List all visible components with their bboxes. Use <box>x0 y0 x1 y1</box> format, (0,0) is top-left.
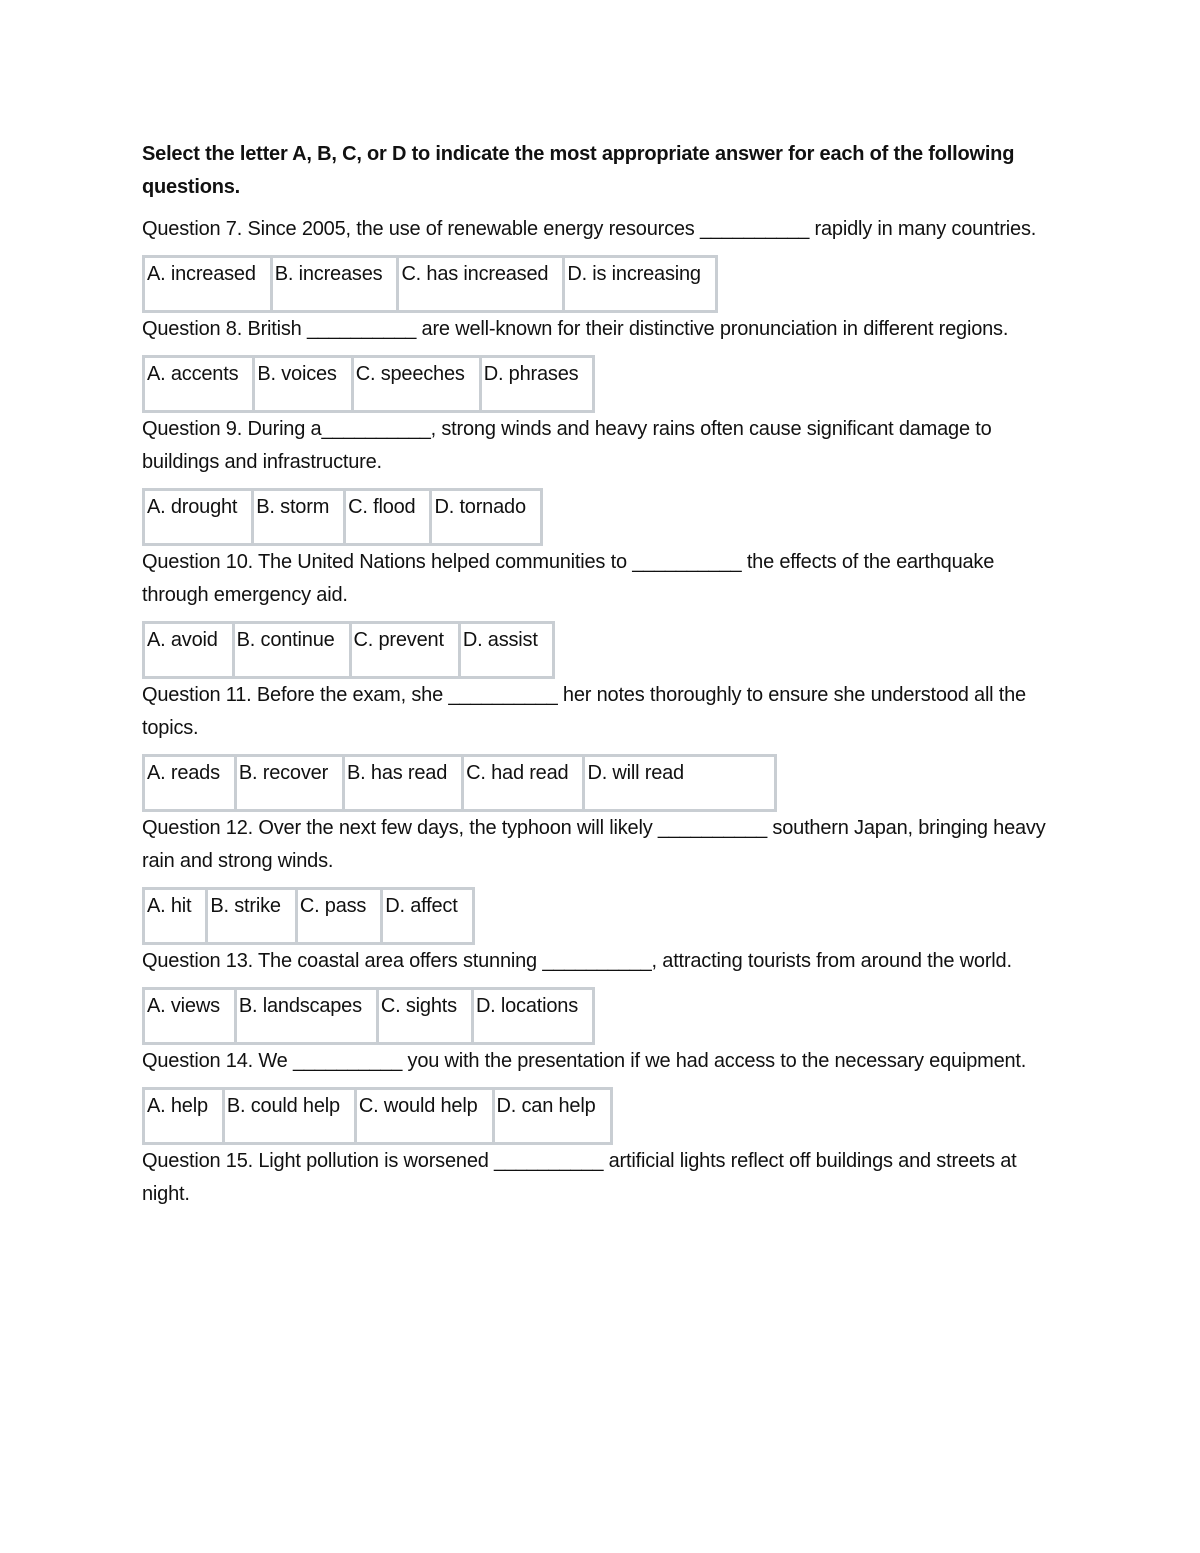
options-row <box>144 357 594 412</box>
answer-option[interactable]: D. assist <box>459 623 553 678</box>
options-table <box>142 488 543 546</box>
answer-option[interactable]: A. hit <box>144 889 207 944</box>
question-block <box>142 812 1062 945</box>
question-text: Question 9. During a__________, strong winds and heavy rains often cause significant damage to buildings and infrastructure. <box>142 418 992 473</box>
question-block <box>142 546 1062 679</box>
options-table <box>142 621 555 679</box>
question-text: Question 12. Over the next few days, the typhoon will likely __________ southern Japan, bringing heavy rain and strong winds. <box>142 817 1046 872</box>
answer-option[interactable]: D. locations <box>472 989 593 1044</box>
answer-option[interactable]: A. drought <box>144 490 253 545</box>
question-text: Question 8. British __________ are well-known for their distinctive pronunciation in different regions. <box>142 318 1009 340</box>
answer-option[interactable]: B. voices <box>254 357 352 412</box>
answer-option[interactable]: A. accents <box>144 357 254 412</box>
answer-option[interactable]: D. phrases <box>480 357 594 412</box>
answer-option[interactable]: C. speeches <box>352 357 480 412</box>
answer-option[interactable]: C. has increased <box>398 257 564 312</box>
question-list <box>142 213 1062 1211</box>
answer-option[interactable]: D. can help <box>493 1089 611 1144</box>
question-block <box>142 1045 1062 1145</box>
answer-option[interactable]: D. will read <box>584 756 776 811</box>
answer-option[interactable]: C. pass <box>296 889 381 944</box>
answer-option[interactable]: C. would help <box>355 1089 493 1144</box>
answer-option[interactable]: A. help <box>144 1089 224 1144</box>
options-row <box>144 756 776 811</box>
options-row <box>144 989 594 1044</box>
options-row <box>144 1089 612 1144</box>
question-text: Question 11. Before the exam, she __________ her notes thoroughly to ensure she understood all the topics. <box>142 684 1026 739</box>
question-text: Question 15. Light pollution is worsened __________ artificial lights reflect off buildings and streets at night. <box>142 1150 1017 1205</box>
worksheet-page <box>142 138 1062 1211</box>
options-row <box>144 257 717 312</box>
options-table <box>142 754 777 812</box>
question-text: Question 14. We __________ you with the presentation if we had access to the necessary equipment. <box>142 1050 1027 1072</box>
options-table <box>142 1087 613 1145</box>
answer-option[interactable]: B. increases <box>271 257 398 312</box>
question-text: Question 10. The United Nations helped communities to __________ the effects of the earthquake through emergency aid. <box>142 551 995 606</box>
question-text: Question 7. Since 2005, the use of renewable energy resources __________ rapidly in many countries. <box>142 218 1037 240</box>
instructions-heading: Select the letter A, B, C, or D to indicate the most appropriate answer for each of the following questions. <box>142 143 1015 198</box>
question-block <box>142 679 1062 812</box>
answer-option[interactable]: B. recover <box>235 756 343 811</box>
answer-option[interactable]: A. views <box>144 989 236 1044</box>
answer-option[interactable]: D. tornado <box>431 490 541 545</box>
options-row <box>144 889 474 944</box>
question-block <box>142 413 1062 546</box>
question-text: Question 13. The coastal area offers stunning __________, attracting tourists from around the world. <box>142 950 1012 972</box>
options-table <box>142 987 595 1045</box>
options-table <box>142 355 595 413</box>
answer-option[interactable]: A. increased <box>144 257 272 312</box>
answer-option[interactable]: B. continue <box>233 623 350 678</box>
answer-option[interactable]: C. sights <box>377 989 472 1044</box>
question-block <box>142 313 1062 413</box>
answer-option[interactable]: B. storm <box>253 490 345 545</box>
answer-option[interactable]: A. reads <box>144 756 236 811</box>
answer-option[interactable]: B. could help <box>223 1089 355 1144</box>
options-row <box>144 623 554 678</box>
answer-option[interactable]: B. has read <box>344 756 463 811</box>
options-row <box>144 490 542 545</box>
answer-option[interactable]: B. strike <box>207 889 296 944</box>
question-block <box>142 1145 1062 1211</box>
question-block <box>142 213 1062 313</box>
options-table <box>142 887 475 945</box>
answer-option[interactable]: C. flood <box>345 490 431 545</box>
answer-option[interactable]: D. affect <box>382 889 473 944</box>
answer-option[interactable]: D. is increasing <box>564 257 717 312</box>
answer-option[interactable]: A. avoid <box>144 623 234 678</box>
options-table <box>142 255 718 313</box>
answer-option[interactable]: B. landscapes <box>235 989 377 1044</box>
answer-option[interactable]: C. prevent <box>350 623 459 678</box>
answer-option[interactable]: C. had read <box>463 756 584 811</box>
question-block <box>142 945 1062 1045</box>
